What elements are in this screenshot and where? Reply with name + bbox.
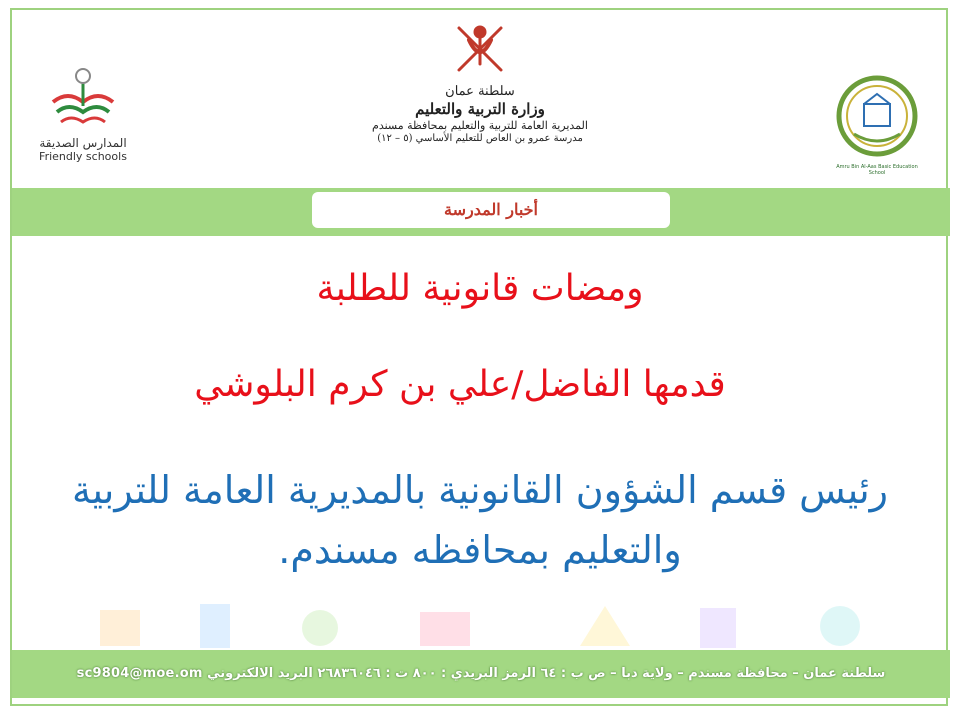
decorative-watermark <box>60 600 920 650</box>
friendly-schools-english: Friendly schools <box>39 150 127 163</box>
news-band <box>12 188 950 236</box>
friendly-schools-logo <box>38 62 128 163</box>
school-seal-icon <box>832 68 922 164</box>
directorate-text: المديرية العامة للتربية والتعليم بمحافظة مسندم <box>372 119 588 132</box>
presenter-title: رئيس قسم الشؤون القانونية بالمديرية العامة للتربية والتعليم بمحافظه مسندم. <box>71 468 889 572</box>
footer-band <box>12 650 950 698</box>
contact-info: سلطنة عمان – محافظة مسندم – ولاية دبا – ص ب : ٦٤ الرمز البريدي : ٨٠٠ ت : ٢٦٨٣٦٠٤٦ البريد الالكتروني sc9804@moe.om <box>76 666 886 681</box>
school-text: مدرسة عمرو بن العاص للتعليم الأساسي (٥ – ١٢) <box>377 132 583 144</box>
presenter-line: قدمها الفاضل/علي بن كرم البلوشي <box>194 364 726 405</box>
headline-title: ومضات قانونية للطلبة <box>316 268 644 309</box>
school-news-label: أخبار المدرسة <box>312 192 670 228</box>
oman-emblem-icon <box>445 12 515 82</box>
school-logo <box>832 68 922 176</box>
friendly-schools-icon <box>43 62 123 134</box>
school-logo-caption: Amru Bin Al-Aas Basic Education School <box>836 164 918 176</box>
ministry-text: وزارة التربية والتعليم <box>415 100 545 119</box>
sultanate-text: سلطنة عمان <box>445 84 515 99</box>
friendly-schools-arabic: المدارس الصديقة <box>39 136 127 150</box>
ministry-header <box>330 84 630 145</box>
